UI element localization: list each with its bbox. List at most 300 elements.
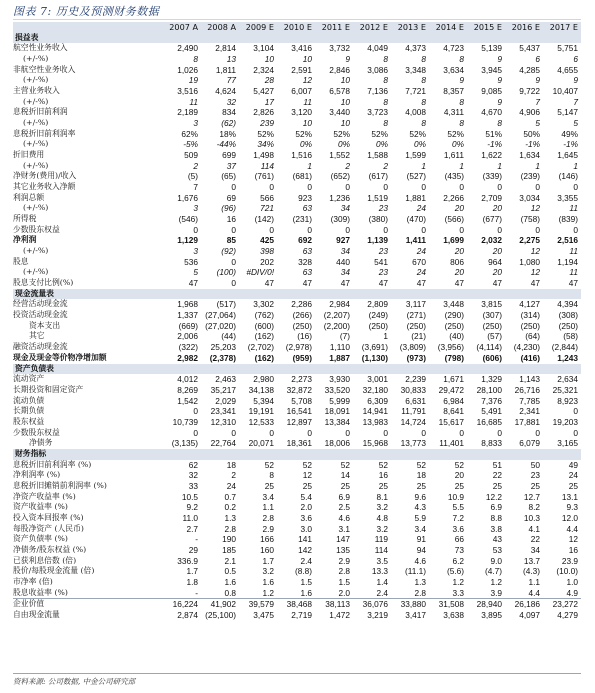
cell-value: 1,337 — [177, 310, 198, 321]
cell-value: 0 — [193, 224, 198, 235]
row-label: 市净率 (倍) — [13, 576, 53, 586]
cell-value: 0 — [383, 427, 388, 438]
row-label: 少数股东权益 — [13, 427, 60, 437]
cell-value: 3,416 — [291, 43, 312, 54]
cell-value: 1.7 — [262, 555, 274, 566]
cell-value: 24 — [226, 480, 236, 491]
cell-value: 47 — [378, 278, 388, 289]
cell-value: 0 — [231, 278, 236, 289]
row-label: (+/-%) — [23, 203, 49, 213]
cell-value: 8 — [421, 96, 426, 107]
cell-value: (57) — [487, 331, 502, 342]
cell-value: 2.8 — [338, 566, 350, 577]
cell-value: 3.2 — [262, 566, 274, 577]
cell-value: 3,895 — [481, 609, 502, 620]
cell-value: 2,516 — [557, 235, 578, 246]
cell-value: 3,117 — [405, 299, 426, 310]
row-label: 息税折旧前利润 — [13, 107, 68, 117]
page-title: 图表 7: 历史及预测财务数据 — [13, 5, 160, 18]
cell-value: 4.4 — [528, 587, 540, 598]
cell-value: 2,826 — [253, 107, 274, 118]
table-row — [13, 610, 581, 621]
cell-value: 11,791 — [401, 406, 426, 417]
cell-value: 47 — [454, 278, 464, 289]
cell-value: 5,708 — [291, 395, 312, 406]
cell-value: (231) — [292, 214, 312, 225]
cell-value: 1,080 — [519, 256, 540, 267]
cell-value: 13,384 — [324, 416, 350, 427]
cell-value: 47 — [340, 278, 350, 289]
cell-value: 4.8 — [376, 512, 388, 523]
column-header-year: 2008 A — [201, 22, 239, 33]
cell-value: 8 — [459, 96, 464, 107]
cell-value: 8 — [497, 118, 502, 129]
table-row — [13, 588, 581, 599]
cell-value: 190 — [222, 534, 236, 545]
cell-value: 6,631 — [405, 395, 426, 406]
cell-value: 10,739 — [172, 416, 198, 427]
cell-value: 12 — [302, 75, 312, 86]
cell-value: 4,279 — [557, 609, 578, 620]
cell-value: 5,147 — [557, 107, 578, 118]
cell-value: 33,880 — [391, 599, 429, 610]
cell-value: 3,165 — [557, 438, 578, 449]
cell-value: (16) — [297, 331, 312, 342]
cell-value: (2,378) — [209, 352, 236, 363]
cell-value: 1 — [573, 160, 578, 171]
cell-value: -1% — [525, 139, 540, 150]
table-row — [13, 65, 581, 76]
cell-value: 52% — [295, 128, 312, 139]
cell-value: 47 — [568, 278, 578, 289]
row-label: 流动资产 — [13, 374, 45, 384]
cell-value: (3,956) — [437, 342, 464, 353]
cell-value: 3,034 — [519, 192, 540, 203]
cell-value: 25 — [340, 480, 350, 491]
cell-value: 0% — [300, 139, 312, 150]
row-label: 投资活动现金流 — [13, 310, 68, 320]
row-label: (+/-%) — [23, 139, 49, 149]
table-row — [13, 545, 581, 556]
cell-value: (761) — [254, 171, 274, 182]
cell-value: 9 — [497, 96, 502, 107]
cell-value: 12.0 — [561, 512, 578, 523]
cell-value: 3.3 — [452, 587, 464, 598]
cell-value: 9.0 — [490, 555, 502, 566]
cell-value: 20 — [454, 246, 464, 257]
cell-value: 47 — [264, 278, 274, 289]
cell-value: 0 — [269, 427, 274, 438]
cell-value: 23 — [530, 470, 540, 481]
row-label: 净债务/股东权益 (%) — [13, 544, 87, 554]
column-header-year: 2009 E — [239, 22, 277, 33]
cell-value: 25 — [454, 480, 464, 491]
cell-value: 1.0 — [566, 576, 578, 587]
cell-value: 8 — [421, 54, 426, 65]
cell-value: 8.8 — [490, 512, 502, 523]
cell-value: 0 — [497, 224, 502, 235]
cell-value: 5 — [573, 118, 578, 129]
cell-value: 8 — [193, 54, 198, 65]
cell-value: (5.6) — [446, 566, 464, 577]
cell-value: (4.3) — [522, 566, 540, 577]
cell-value: (762) — [254, 310, 274, 321]
cell-value: 47 — [188, 278, 198, 289]
cell-value: 30,833 — [400, 384, 426, 395]
cell-value: 0 — [421, 427, 426, 438]
table-row — [13, 438, 581, 449]
cell-value: 8 — [459, 118, 464, 129]
cell-value: 7 — [573, 96, 578, 107]
cell-value: 28,940 — [467, 599, 505, 610]
cell-value: 7,785 — [519, 395, 540, 406]
row-label: 流动负债 — [13, 395, 45, 405]
cell-value: 51% — [485, 128, 502, 139]
cell-value: 50 — [530, 459, 540, 470]
cell-value: 1,645 — [557, 150, 578, 161]
table-row — [13, 193, 581, 204]
cell-value: -1% — [487, 139, 502, 150]
cell-value: -44% — [216, 139, 236, 150]
cell-value: (266) — [292, 310, 312, 321]
cell-value: (652) — [330, 171, 350, 182]
row-label: 资产负债率 (%) — [13, 534, 68, 544]
cell-value: 1 — [497, 160, 502, 171]
cell-value: 34 — [340, 203, 350, 214]
cell-value: 2,275 — [519, 235, 540, 246]
cell-value: 77 — [226, 75, 236, 86]
cell-value: 1.5 — [300, 576, 312, 587]
cell-value: 50% — [523, 128, 540, 139]
row-label: (+/-%) — [23, 75, 49, 85]
cell-value: 8 — [383, 96, 388, 107]
cell-value: 13.1 — [561, 491, 578, 502]
cell-value: 923 — [298, 192, 312, 203]
cell-value: 0 — [231, 427, 236, 438]
cell-value: (92) — [221, 246, 236, 257]
cell-value: 202 — [260, 256, 274, 267]
cell-value: 1,519 — [367, 192, 388, 203]
cell-value: 33,520 — [324, 384, 350, 395]
cell-value: 9 — [573, 75, 578, 86]
cell-value: 1,552 — [329, 150, 350, 161]
cell-value: 8 — [383, 75, 388, 86]
cell-value: 16 — [378, 470, 388, 481]
cell-value: 10 — [302, 54, 312, 65]
table-row — [13, 481, 581, 492]
cell-value: 24 — [416, 267, 426, 278]
cell-value: 0 — [193, 406, 198, 417]
table-row — [13, 257, 581, 268]
cell-value: 141 — [298, 534, 312, 545]
row-label: 息税折旧前利润率 (%) — [13, 459, 92, 469]
cell-value: 166 — [260, 534, 274, 545]
cell-value: (250) — [368, 320, 388, 331]
cell-value: 4,655 — [557, 64, 578, 75]
cell-value: 5,427 — [253, 86, 274, 97]
cell-value: (250) — [520, 320, 540, 331]
cell-value: (3,135) — [171, 438, 198, 449]
cell-value: 142 — [298, 544, 312, 555]
cell-value: 2,189 — [177, 107, 198, 118]
cell-value: 37 — [226, 160, 236, 171]
table-row — [13, 161, 581, 172]
cell-value: 0 — [269, 182, 274, 193]
row-label: (+/-%) — [23, 96, 49, 106]
cell-value: 536 — [184, 256, 198, 267]
table-row — [13, 342, 581, 353]
cell-value: 7,136 — [367, 86, 388, 97]
cell-value: 3.4 — [414, 523, 426, 534]
cell-value: 1,699 — [443, 235, 464, 246]
cell-value: 3,815 — [481, 299, 502, 310]
cell-value: 25 — [568, 480, 578, 491]
cell-value: (677) — [482, 214, 502, 225]
cell-value: 10 — [340, 96, 350, 107]
cell-value: 2 — [383, 160, 388, 171]
cell-value: 0 — [535, 182, 540, 193]
cell-value: 6,079 — [519, 438, 540, 449]
cell-value: 1.3 — [224, 512, 236, 523]
cell-value: 3,001 — [367, 374, 388, 385]
cell-value: 1 — [535, 160, 540, 171]
cell-value: 7,376 — [481, 395, 502, 406]
cell-value: 3,348 — [405, 64, 426, 75]
cell-value: 336.9 — [177, 555, 198, 566]
source-note: 资料来源: 公司数据, 中金公司研究部 — [13, 677, 136, 686]
cell-value: 509 — [184, 150, 198, 161]
cell-value: 0% — [338, 139, 350, 150]
cell-value: 6,309 — [367, 395, 388, 406]
table-row — [13, 385, 581, 396]
cell-value: 62% — [181, 128, 198, 139]
cell-value: 16,685 — [476, 416, 502, 427]
cell-value: 16,541 — [286, 406, 312, 417]
table-row — [13, 310, 581, 321]
cell-value: 8,269 — [177, 384, 198, 395]
cell-value: 3.6 — [452, 523, 464, 534]
cell-value: - — [195, 587, 198, 598]
cell-value: 1.6 — [224, 576, 236, 587]
cell-value: 1,881 — [405, 192, 426, 203]
table-row — [13, 203, 581, 214]
cell-value: 34% — [257, 139, 274, 150]
cell-value: 12 — [530, 267, 540, 278]
table-row — [13, 374, 581, 385]
table-row — [13, 492, 581, 503]
cell-value: 13 — [226, 54, 236, 65]
cell-value: 12.2 — [485, 491, 502, 502]
cell-value: 1,634 — [519, 150, 540, 161]
table-row — [13, 246, 581, 257]
cell-value: 3,302 — [253, 299, 274, 310]
cell-value: 4.6 — [338, 512, 350, 523]
cell-value: 2,982 — [177, 352, 198, 363]
cell-value: 692 — [298, 235, 312, 246]
cell-value: 3,723 — [367, 107, 388, 118]
cell-value: 806 — [450, 256, 464, 267]
cell-value: 3.8 — [490, 523, 502, 534]
financial-data-table — [13, 22, 581, 621]
cell-value: 3,440 — [329, 107, 350, 118]
column-header-year: 2017 E — [543, 22, 581, 33]
cell-value: 10 — [340, 75, 350, 86]
cell-value: 0 — [345, 224, 350, 235]
cell-value: 23,272 — [543, 599, 581, 610]
cell-value: 2,634 — [557, 374, 578, 385]
cell-value: 398 — [260, 246, 274, 257]
cell-value: 2,286 — [291, 299, 312, 310]
cell-value: 12 — [302, 470, 312, 481]
cell-value: 0% — [452, 139, 464, 150]
cell-value: 36,076 — [353, 599, 391, 610]
cell-value: 4.4 — [566, 523, 578, 534]
cell-value: 12.7 — [523, 491, 540, 502]
cell-value: 3,516 — [177, 86, 198, 97]
cell-value: (249) — [368, 310, 388, 321]
cell-value: 5.9 — [414, 512, 426, 523]
cell-value: 1.5 — [338, 576, 350, 587]
cell-value: 3,104 — [253, 43, 274, 54]
cell-value: 24 — [416, 203, 426, 214]
cell-value: 8,833 — [481, 438, 502, 449]
cell-value: 20 — [454, 267, 464, 278]
cell-value: 1.6 — [262, 576, 274, 587]
cell-value: (1,130) — [361, 352, 388, 363]
cell-value: 23 — [378, 203, 388, 214]
cell-value: (250) — [292, 320, 312, 331]
cell-value: 49% — [561, 128, 578, 139]
cell-value: 10.9 — [447, 491, 464, 502]
cell-value: 8 — [421, 118, 426, 129]
cell-value: 8 — [459, 54, 464, 65]
cell-value: 12 — [530, 203, 540, 214]
cell-value: (308) — [558, 310, 578, 321]
cell-value: 4,311 — [443, 107, 464, 118]
cell-value: 22 — [530, 534, 540, 545]
row-label: 航空性业务收入 — [13, 43, 68, 53]
cell-value: 43 — [492, 534, 502, 545]
cell-value: 0 — [231, 182, 236, 193]
table-row — [13, 278, 581, 289]
cell-value: 62 — [188, 459, 198, 470]
cell-value: (339) — [482, 171, 502, 182]
row-label: 股价/每股现金流量 (倍) — [13, 566, 95, 576]
cell-value: 0.8 — [224, 587, 236, 598]
cell-value: (96) — [221, 203, 236, 214]
row-label: (+/-%) — [23, 54, 49, 64]
cell-value: (758) — [520, 214, 540, 225]
cell-value: 38,468 — [277, 599, 315, 610]
cell-value: 328 — [298, 256, 312, 267]
cell-value: 3.6 — [300, 512, 312, 523]
cell-value: 18,006 — [324, 438, 350, 449]
cell-value: (435) — [444, 171, 464, 182]
cell-value: (162) — [254, 331, 274, 342]
cell-value: 2.0 — [338, 587, 350, 598]
cell-value: 11 — [569, 267, 578, 278]
cell-value: (62) — [221, 118, 236, 129]
cell-value: (606) — [482, 352, 502, 363]
cell-value: 4,049 — [367, 43, 388, 54]
section-title: 资产负债表 — [13, 364, 581, 375]
cell-value: 9.3 — [566, 502, 578, 513]
cell-value: (973) — [406, 352, 426, 363]
cell-value: 3,930 — [329, 374, 350, 385]
cell-value: 16,224 — [163, 599, 201, 610]
cell-value: 0.2 — [224, 502, 236, 513]
cell-value: 14 — [340, 470, 350, 481]
cell-value: 3,634 — [443, 64, 464, 75]
cell-value: 9.6 — [414, 491, 426, 502]
cell-value: (65) — [221, 171, 236, 182]
cell-value: 4,624 — [215, 86, 236, 97]
cell-value: 0 — [459, 427, 464, 438]
row-label: 企业价值 — [13, 599, 163, 610]
cell-value: 18% — [219, 128, 236, 139]
cell-value: 2,463 — [215, 374, 236, 385]
cell-value: (250) — [482, 320, 502, 331]
cell-value: 94 — [416, 544, 426, 555]
cell-value: 1.2 — [452, 576, 464, 587]
column-header-year: 2016 E — [505, 22, 543, 33]
row-label: 息税折旧前利润率 — [13, 128, 76, 138]
cell-value: 52% — [447, 128, 464, 139]
table-row — [13, 182, 581, 193]
cell-value: (21) — [411, 331, 426, 342]
row-label: 股东权益 — [13, 416, 45, 426]
cell-value: (58) — [563, 331, 578, 342]
table-row — [13, 75, 581, 86]
row-label: 资产收益率 (%) — [13, 502, 68, 512]
cell-value: 4,906 — [519, 107, 540, 118]
cell-value: 4,723 — [443, 43, 464, 54]
cell-value: 3 — [193, 203, 198, 214]
cell-value: 440 — [336, 256, 350, 267]
cell-value: 0.5 — [224, 566, 236, 577]
cell-value: (322) — [178, 342, 198, 353]
cell-value: 34 — [340, 246, 350, 257]
row-label: 净财务(费用)/收入 — [13, 171, 77, 181]
table-row — [13, 599, 581, 610]
cell-value: 1,676 — [177, 192, 198, 203]
table-row — [13, 331, 581, 342]
row-label: 经营活动现金流 — [13, 299, 68, 309]
cell-value: 12,533 — [248, 416, 274, 427]
cell-value: (314) — [520, 310, 540, 321]
cell-value: 0 — [535, 224, 540, 235]
cell-value: 73 — [454, 544, 464, 555]
cell-value: 22,764 — [210, 438, 236, 449]
cell-value: (2,844) — [551, 342, 578, 353]
cell-value: 4,097 — [519, 609, 540, 620]
cell-value: 10.3 — [523, 512, 540, 523]
cell-value: 0 — [307, 224, 312, 235]
cell-value: 1.8 — [186, 576, 198, 587]
cell-value: 1,472 — [329, 609, 350, 620]
cell-value: 0 — [231, 224, 236, 235]
cell-value: 14,941 — [362, 406, 388, 417]
row-label: 折旧费用 — [13, 150, 45, 160]
cell-value: 41,902 — [201, 599, 239, 610]
cell-value: 52 — [302, 459, 312, 470]
cell-value: (100) — [216, 267, 236, 278]
cell-value: 3,475 — [253, 609, 274, 620]
table-row — [13, 470, 581, 481]
cell-value: 5.4 — [300, 491, 312, 502]
cell-value: 2,809 — [367, 299, 388, 310]
cell-value: 25 — [378, 480, 388, 491]
